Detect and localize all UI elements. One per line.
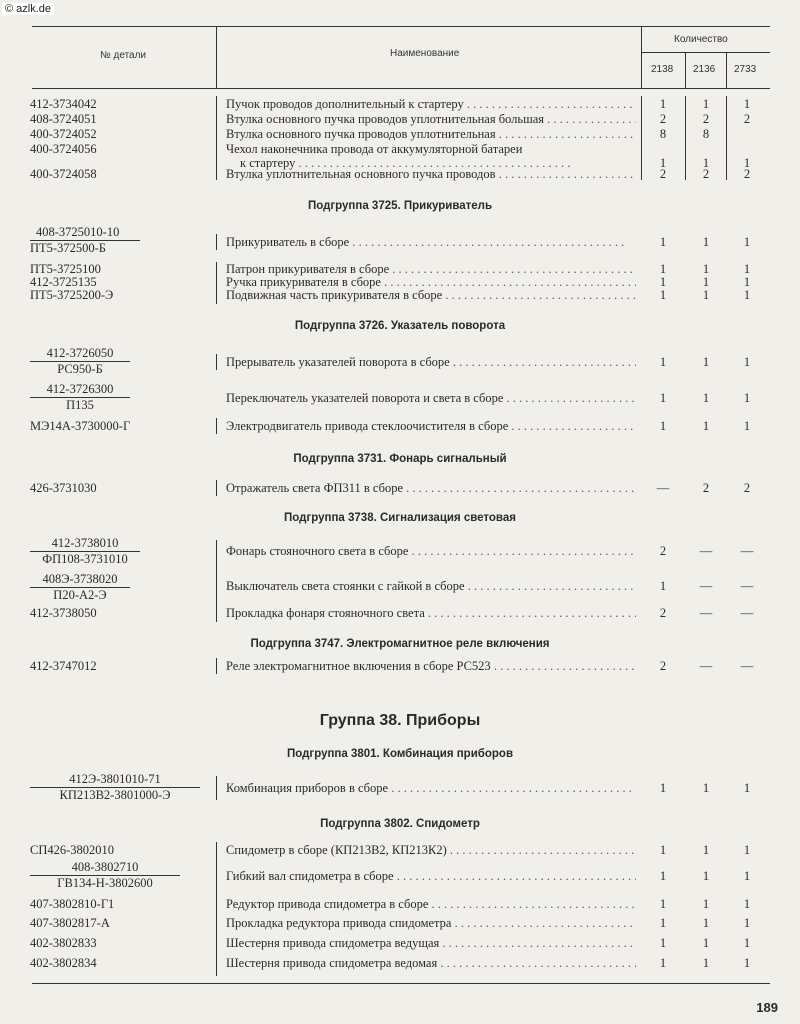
table-row [0,96,800,112]
table-row [0,935,800,951]
fraction-denominator: П135 [66,398,94,412]
table-top-rule [32,26,770,27]
table-row [0,896,800,912]
subgroup-heading-3747: Подгруппа 3747. Электромагнитное реле включения [250,638,550,650]
row-bracket [216,540,217,622]
fraction-numerator: 408-3802710 [30,860,180,876]
group-heading-38: Группа 38. Приборы [319,712,481,729]
qty-2136: 2 [702,112,710,126]
qty-2733: 1 [743,781,751,795]
qty-2138: 1 [659,579,667,593]
qty-2733: 2 [743,112,751,126]
table-row [0,480,800,496]
page-number: 189 [756,1000,778,1015]
part-name: Втулка основного пучка проводов уплотнительная большая . . . [226,111,636,127]
part-number: 412-3725135 [30,275,97,289]
qty-2136: 1 [702,843,710,857]
part-number: ПТ5-3725100 [30,262,101,276]
part-name-continued: к стартеру . . . [240,155,650,171]
qty-2138: 1 [659,843,667,857]
qty-2136: 1 [702,956,710,970]
table-row [0,166,800,182]
table-row [0,842,800,858]
part-name: Патрон прикуривателя в сборе . . . [226,261,636,277]
fraction-denominator: ПТ5-372500-Б [30,241,106,255]
part-name: Гибкий вал спидометра в сборе . . . [226,868,636,884]
part-number: 426-3731030 [30,481,97,495]
qty-2136: — [699,659,713,673]
part-name: Комбинация приборов в сборе . . . [226,780,636,796]
table-row [0,658,800,674]
subgroup-heading-3731: Подгруппа 3731. Фонарь сигнальный [293,453,507,465]
qty-2138: 1 [659,355,667,369]
part-name: Фонарь стояночного света в сборе . . . [226,543,636,559]
qty-2136: — [699,579,713,593]
table-row [0,234,800,250]
part-number: ПТ5-3725200-Э [30,288,114,302]
part-name: Выключатель света стоянки с гайкой в сборе . . . [226,578,636,594]
qty-2136: — [699,606,713,620]
part-name: Втулка уплотнительная основного пучка проводов . . . [226,166,636,182]
qty-2138: 1 [659,869,667,883]
qty-2733: 1 [743,916,751,930]
part-name: Прерыватель указателей поворота в сборе . . . [226,354,636,370]
table-row [0,955,800,971]
table-row [0,915,800,931]
header-divider [685,52,686,88]
part-name: Втулка основного пучка проводов уплотнительная . . . [226,126,636,142]
qty-2733: 1 [743,391,751,405]
part-name: Прокладка фонаря стояночного света . . . [226,605,636,621]
part-number: 402-3802834 [30,956,97,970]
qty-2136: 8 [702,127,710,141]
header-model-2138: 2138 [651,64,674,75]
header-model-2733: 2733 [734,64,757,75]
table-row [0,390,800,406]
part-number: 407-3802810-Г1 [30,897,115,911]
part-number: 402-3802833 [30,936,97,950]
qty-2136: 1 [702,275,710,289]
part-number: 400-3724056 [30,142,97,156]
part-name: Электродвигатель привода стеклоочистителя в сборе . . . [226,418,636,434]
part-number: 400-3724052 [30,127,97,141]
qty-2733: 2 [743,167,751,181]
qty-2733: 1 [743,936,751,950]
fraction-numerator: 412-3726300 [30,382,130,398]
qty-2138: 1 [659,391,667,405]
table-row [0,354,800,370]
row-bracket [216,234,217,250]
qty-2733: — [740,659,754,673]
fraction-denominator: РС950-Б [57,362,103,376]
qty-2138: 1 [659,97,667,111]
qty-2733: 1 [743,843,751,857]
subgroup-heading-3801: Подгруппа 3801. Комбинация приборов [286,748,514,760]
qty-2136: 1 [702,781,710,795]
header-divider [641,26,642,88]
qty-2733: 1 [743,275,751,289]
part-name: Прикуриватель в сборе . . . [226,234,636,250]
qty-2138: 1 [659,419,667,433]
fraction-numerator: 408-3725010-10 [30,225,140,241]
part-name: Реле электромагнитное включения в сборе РС523 . . . [226,658,636,674]
part-name: Отражатель света ФП311 в сборе . . . [226,480,636,496]
part-name: Ручка прикуривателя в сборе . . . [226,274,636,290]
part-name: Шестерня привода спидометра ведомая . . . [226,955,636,971]
row-bracket [216,354,217,370]
part-number: МЭ14А-3730000-Г [30,419,131,433]
table-row [0,418,800,434]
part-number: 408-3724051 [30,112,97,126]
qty-2136: 1 [702,936,710,950]
table-row [0,605,800,621]
part-name: Пучок проводов дополнительный к стартеру . . . [226,96,636,112]
part-number: 407-3802817-А [30,916,110,930]
part-name: Чехол наконечника провода от аккумуляторной батареи [226,142,523,156]
qty-2733: 1 [743,97,751,111]
part-number: 412-3738050 [30,606,97,620]
qty-2138: 1 [659,288,667,302]
qty-2136: 1 [702,419,710,433]
part-number: 412-3734042 [30,97,97,111]
fraction-numerator: 408Э-3738020 [30,572,130,588]
table-bottom-rule [32,983,770,984]
qty-2138: 2 [659,544,667,558]
qty-2138: 1 [659,956,667,970]
qty-2138: 1 [659,262,667,276]
qty-2136: 1 [702,288,710,302]
qty-2733: — [740,606,754,620]
header-model-2136: 2136 [693,64,716,75]
table-row [0,578,800,594]
part-number: СП426-3802010 [30,843,115,857]
qty-2136: 2 [702,481,710,495]
fraction-denominator: ФП108-3731010 [42,552,128,566]
qty-2138: 1 [659,897,667,911]
qty-2733: 1 [743,262,751,276]
qty-2138: 2 [659,606,667,620]
qty-2733: — [740,579,754,593]
qty-2733: 1 [743,869,751,883]
qty-2138: 1 [659,936,667,950]
qty-2138: 1 [659,156,667,170]
part-name: Переключатель указателей поворота и света в сборе . . . [226,390,636,406]
qty-2136: 1 [702,262,710,276]
qty-2136: 1 [702,235,710,249]
qty-2138: 1 [659,781,667,795]
part-number: 412-3747012 [30,659,97,673]
fraction-numerator: 412-3738010 [30,536,140,552]
part-name: Редуктор привода спидометра в сборе . . . [226,896,636,912]
part-name: Шестерня привода спидометра ведущая . . . [226,935,636,951]
qty-2733: — [740,544,754,558]
part-name: Спидометр в сборе (КП213В2, КП213К2) . . . [226,842,636,858]
header-quantity: Количество [674,34,728,45]
qty-2138: 1 [659,275,667,289]
subgroup-heading-3802: Подгруппа 3802. Спидометр [320,818,480,830]
header-part-no: № детали [100,50,147,61]
qty-2733: 1 [743,419,751,433]
qty-2733: 1 [743,235,751,249]
qty-2138: 2 [659,112,667,126]
qty-2136: 1 [702,355,710,369]
qty-2136: 1 [702,869,710,883]
fraction-denominator: П20-А2-Э [53,588,107,602]
qty-2136: 1 [702,391,710,405]
qty-2733: 1 [743,355,751,369]
qty-2138: 1 [659,235,667,249]
qty-2733: 1 [743,897,751,911]
subgroup-heading-3725: Подгруппа 3725. Прикуриватель [307,200,493,212]
qty-2733: 1 [743,156,751,170]
qty-2136: 1 [702,97,710,111]
qty-2136: 1 [702,156,710,170]
fraction-denominator: КП213В2-3801000-Э [59,788,171,802]
part-name: Прокладка редуктора привода спидометра . . . [226,915,636,931]
subgroup-heading-3738: Подгруппа 3738. Сигнализация световая [284,512,516,524]
qty-2136: 2 [702,167,710,181]
row-bracket [216,418,217,434]
header-rule [641,52,770,53]
header-divider [726,52,727,88]
fraction-numerator: 412Э-3801010-71 [30,772,200,788]
table-row [0,126,800,142]
row-bracket [216,658,217,674]
qty-2733: 2 [743,481,751,495]
qty-2138: 2 [659,167,667,181]
header-name: Наименование [390,48,460,59]
fraction-numerator: 412-3726050 [30,346,130,362]
table-row [0,780,800,796]
qty-2136: 1 [702,916,710,930]
table-row [0,543,800,559]
qty-2136: 1 [702,897,710,911]
table-row [0,868,800,884]
qty-2138: 8 [659,127,667,141]
row-bracket [216,480,217,496]
qty-2136: — [699,544,713,558]
qty-2733: 1 [743,288,751,302]
table-row [0,287,800,303]
qty-2733: 1 [743,956,751,970]
part-name: Подвижная часть прикуривателя в сборе . . . [226,287,636,303]
qty-2138: — [656,481,670,495]
row-bracket [216,776,217,800]
part-number: 400-3724058 [30,167,97,181]
subgroup-heading-3726: Подгруппа 3726. Указатель поворота [294,320,506,332]
header-bottom-rule [32,88,770,89]
header-divider [216,26,217,88]
qty-2138: 1 [659,916,667,930]
table-row [0,111,800,127]
watermark: © azlk.de [2,3,54,15]
fraction-denominator: ГВ134-Н-3802600 [57,876,153,890]
qty-2138: 2 [659,659,667,673]
